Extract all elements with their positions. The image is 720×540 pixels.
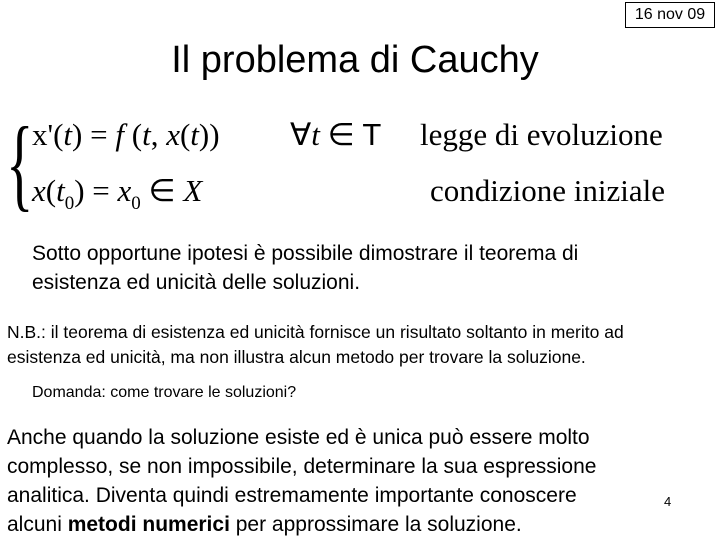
numerical-methods-emphasis: metodi numerici — [67, 513, 230, 536]
nb-paragraph — [7, 320, 624, 370]
paragraph-line-3: analitica. Diventa quindi estremamente importante conoscere — [7, 484, 577, 507]
line-4-prefix: alcuni — [7, 513, 68, 536]
evolution-law-label: legge di evoluzione — [420, 117, 663, 152]
system-brace: { — [6, 106, 34, 221]
numerical-methods-paragraph — [7, 423, 596, 539]
paragraph-line-1: Anche quando la soluzione esiste ed è unica può essere molto — [7, 426, 590, 449]
forall-quantifier: ∀t ∈ T — [290, 117, 382, 152]
initial-condition-equation: $x(t_0) = x_0$ ∈ X — [32, 173, 203, 214]
date-label: 16 nov 09 — [625, 2, 715, 28]
theorem-line-2: esistenza ed unicità delle soluzioni. — [32, 271, 361, 294]
evolution-equation: x'(t) = f (t, x(t)) — [32, 117, 220, 152]
paragraph-line-2: complesso, se non impossibile, determinare la sua espressione — [7, 455, 597, 478]
theorem-line-1: Sotto opportune ipotesi è possibile dimostrare il teorema di — [32, 242, 579, 265]
initial-condition-label: condizione iniziale — [430, 173, 665, 208]
slide-title: Il problema di Cauchy — [171, 39, 539, 81]
theorem-paragraph — [32, 239, 578, 297]
nb-line-1: N.B.: il teorema di esistenza ed unicità fornisce un risultato soltanto in merito ad — [7, 322, 624, 342]
paragraph-line-4 — [7, 510, 596, 539]
line-4-suffix: per approssimare la soluzione. — [229, 513, 522, 536]
question-text: Domanda: come trovare le soluzioni? — [32, 384, 297, 401]
page-number: 4 — [664, 494, 672, 509]
nb-line-2: esistenza ed unicità, ma non illustra alcun metodo per trovare la soluzione. — [7, 347, 586, 367]
